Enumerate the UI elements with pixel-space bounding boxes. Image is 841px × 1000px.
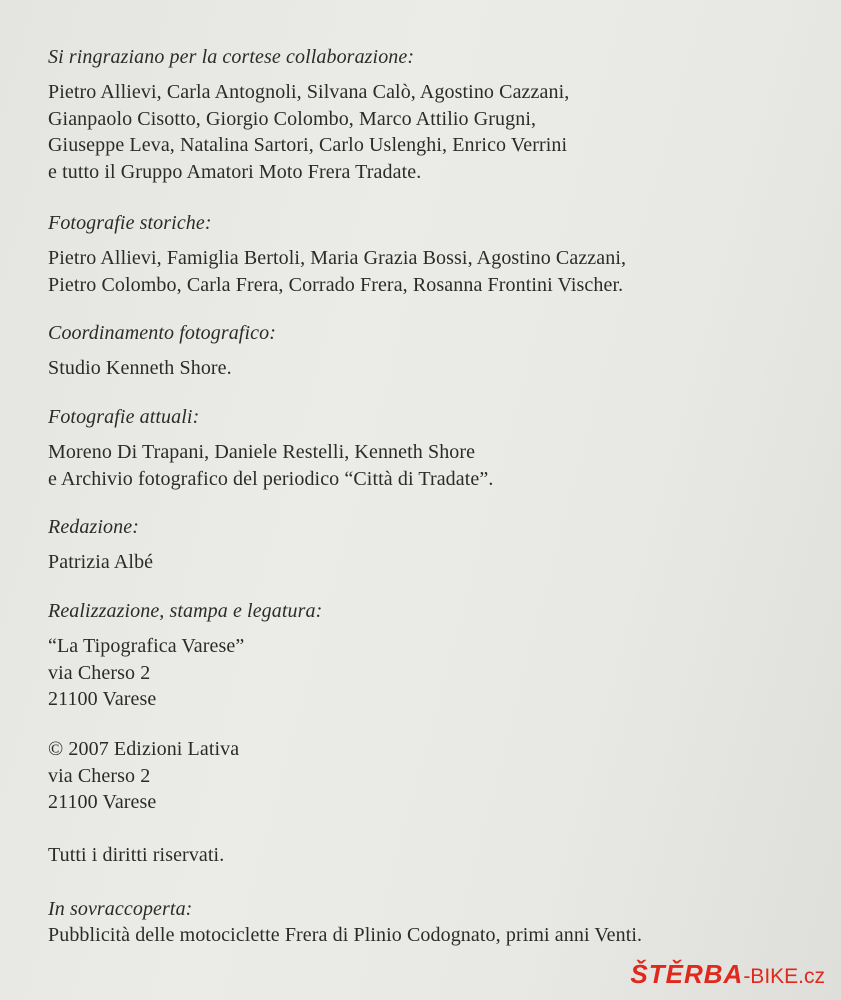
section-line: e tutto il Gruppo Amatori Moto Frera Tradate. xyxy=(48,160,422,183)
section-historic-photos xyxy=(48,210,828,298)
section-line: Pietro Colombo, Carla Frera, Corrado Frera, Rosanna Frontini Vischer. xyxy=(48,273,624,296)
watermark-logo xyxy=(630,959,825,992)
section-line: 21100 Varese xyxy=(48,688,157,710)
section-printing xyxy=(48,598,828,713)
section-heading: Coordinamento fotografico: xyxy=(48,322,276,344)
section-line: Pubblicità delle motociclette Frera di Plinio Codognato, primi anni Venti. xyxy=(48,924,643,946)
section-copyright xyxy=(48,736,828,816)
section-editing xyxy=(48,514,828,576)
section-heading: Si ringraziano per la cortese collaborazione: xyxy=(48,46,415,68)
section-line: via Cherso 2 xyxy=(48,661,151,684)
section-line: “La Tipografica Varese” xyxy=(48,635,245,657)
watermark-brand: ŠTĚRBA xyxy=(630,959,744,989)
section-current-photos xyxy=(48,404,828,492)
section-heading: Fotografie attuali: xyxy=(48,406,200,428)
section-dust-jacket xyxy=(48,896,828,949)
section-line: Patrizia Albé xyxy=(48,551,154,573)
section-photo-coordination xyxy=(48,320,828,382)
watermark-suffix: -BIKE.cz xyxy=(743,965,825,988)
section-rights xyxy=(48,842,828,869)
section-line: 21100 Varese xyxy=(48,791,157,813)
section-heading: Realizzazione, stampa e legatura: xyxy=(48,600,323,622)
section-line: Tutti i diritti riservati. xyxy=(48,844,225,866)
section-line: e Archivio fotografico del periodico “Città di Tradate”. xyxy=(48,467,494,490)
section-heading: In sovraccoperta: xyxy=(48,898,193,920)
section-line: Pietro Allievi, Famiglia Bertoli, Maria Grazia Bossi, Agostino Cazzani, xyxy=(48,247,627,269)
section-line: Studio Kenneth Shore. xyxy=(48,357,232,379)
section-line: © 2007 Edizioni Lativa xyxy=(48,738,240,760)
section-acknowledgements xyxy=(48,44,828,185)
section-line: via Cherso 2 xyxy=(48,764,151,787)
section-line: Gianpaolo Cisotto, Giorgio Colombo, Marco Attilio Grugni, xyxy=(48,107,537,130)
section-line: Giuseppe Leva, Natalina Sartori, Carlo Uslenghi, Enrico Verrini xyxy=(48,134,568,156)
section-heading: Fotografie storiche: xyxy=(48,212,212,234)
section-heading: Redazione: xyxy=(48,516,139,538)
section-line: Pietro Allievi, Carla Antognoli, Silvana Calò, Agostino Cazzani, xyxy=(48,81,570,103)
section-line: Moreno Di Trapani, Daniele Restelli, Kenneth Shore xyxy=(48,441,476,463)
